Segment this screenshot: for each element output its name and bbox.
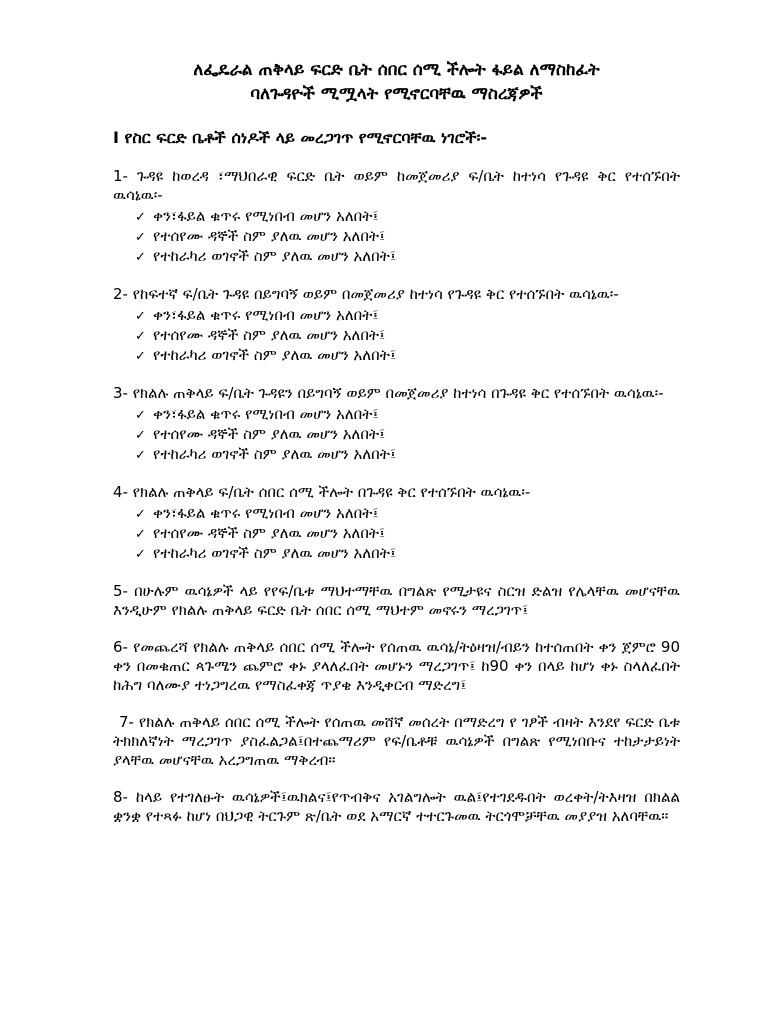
check-mark-icon: ✓ <box>135 507 146 522</box>
check-item <box>135 504 680 524</box>
check-item-text: የተሰየሙ ዳኞች ስም ያለዉ መሆን አለበት፤ <box>153 227 386 245</box>
check-item-text: ቀን፣ፋይል ቁጥሩ የሚነበብ መሆን አለበት፤ <box>153 405 379 423</box>
check-mark-icon: ✓ <box>135 329 146 344</box>
list-item <box>113 483 680 564</box>
check-item-text: ቀን፣ፋይል ቁጥሩ የሚነበብ መሆን አለበት፤ <box>153 207 379 225</box>
item-text: 5- በሁሉም ዉሳኔዎች ላይ የየፍ/ቤቱ ማህተማቸዉ በግልጽ የሚታዩና ስርዝ ድልዝ የሌላቸዉ መሆናቸዉ እንዲሁም የክልሉ ጠቅላይ ፍርድ ቤት ሰበር ሰሚ ማህተም መኖሩን ማረጋገጥ፤ <box>113 582 680 619</box>
check-item <box>135 306 680 326</box>
check-mark-icon: ✓ <box>135 428 146 443</box>
check-item <box>135 346 680 366</box>
check-item <box>135 247 680 267</box>
check-item <box>135 227 680 247</box>
check-item <box>135 425 680 445</box>
check-mark-icon: ✓ <box>135 230 146 245</box>
document-title-line-1: ለፌዴራል ጠቅላይ ፍርድ ቤት ሰበር ሰሚ ችሎት ፋይል ለማስከፈት <box>193 60 600 80</box>
check-item-text: ቀን፣ፋይል ቁጥሩ የሚነበብ መሆን አለበት፤ <box>153 504 379 522</box>
check-list <box>113 207 680 267</box>
check-item <box>135 405 680 425</box>
check-mark-icon: ✓ <box>135 448 146 463</box>
list-item <box>113 788 680 826</box>
check-item-text: የተከራካሪ ወገኖች ስም ያለዉ መሆን አለበት፤ <box>153 346 397 364</box>
check-item-text: የተሰየሙ ዳኞች ስም ያለዉ መሆን አለበት፤ <box>153 326 386 344</box>
item-text: 2- የከፍተኛ ፍ/ቤት ጉዳዩ በይግባኝ ወይም በመጀመሪያ ከተነሳ የጉዳዩ ቅር የተሰኙበት ዉሳኔዉ፡- <box>113 285 619 303</box>
list-item <box>113 713 680 770</box>
list-item <box>113 582 680 620</box>
check-item-text: የተከራካሪ ወገኖች ስም ያለዉ መሆን አለበት፤ <box>153 544 397 562</box>
check-item <box>135 207 680 227</box>
check-item-text: የተሰየሙ ዳኞች ስም ያለዉ መሆን አለበት፤ <box>153 524 386 542</box>
check-item-text: የተሰየሙ ዳኞች ስም ያለዉ መሆን አለበት፤ <box>153 425 386 443</box>
check-item <box>135 544 680 564</box>
check-list <box>113 306 680 366</box>
check-item <box>135 524 680 544</box>
check-mark-icon: ✓ <box>135 408 146 423</box>
list-item <box>113 384 680 465</box>
item-text: 8- ከላይ የተገለፁት ዉሳኔዎች፤ዉክልና፤የጥብቅና አገልግሎት ዉል፤የተገደዱበት ወረቀት/ትእዛዝ በክልል ቋንቋ የተጻፉ ከሆነ በህጋዊ ትርጉም ጽ/ቤት ወደ አማርኛ ተተርጉመዉ ትርጎሞቻቸዉ መያያዝ አለባቸዉ፡፡ <box>113 788 680 825</box>
check-item <box>135 326 680 346</box>
section-heading: I የስር ፍርድ ቤቶች ሰነዶች ላይ መረጋገጥ የሚኖርባቸዉ ነገሮች፡- <box>113 128 488 147</box>
item-text: 3- የክልሉ ጠቅላይ ፍ/ቤት ጉዳዩን በይግባኝ ወይም በመጀመሪያ ከተነሳ በጉዳዩ ቅር የተሰኙበት ዉሳኔዉ፡- <box>113 384 664 402</box>
check-mark-icon: ✓ <box>135 250 146 265</box>
item-text: 7- የክልሉ ጠቅላይ ሰበር ሰሚ ችሎት የሰጠዉ መሸኛ መሰረት በማድረግ የ ገፆች ብዛት እንደየ ፍርድ ቤቱ ትክክለኛነት ማረጋገጥ ያስፈልጋል፤በተጨማሪም የፍ/ቤቶቹ ዉሳኔዎች በግልጽ የሚነበቡና ተከታታይነት ያላቸዉ መሆናቸዉ አረጋግጠዉ ማቅረብ፡፡ <box>113 713 680 769</box>
list-item <box>113 285 680 366</box>
item-text: 4- የክልሉ ጠቅላይ ፍ/ቤት ሰበር ሰሚ ችሎት በጉዳዩ ቅር የተሰኙበት ዉሳኔዉ፡- <box>113 483 531 501</box>
check-item <box>135 445 680 465</box>
document-title-line-2: ባለጉዳዮች ሚሟላት የሚኖርባቸዉ ማስረጃዎች <box>250 84 543 104</box>
check-mark-icon: ✓ <box>135 309 146 324</box>
check-mark-icon: ✓ <box>135 349 146 364</box>
list-item <box>113 167 680 267</box>
check-item-text: የተከራካሪ ወገኖች ስም ያለዉ መሆን አለበት፤ <box>153 445 397 463</box>
check-item-text: ቀን፣ፋይል ቁጥሩ የሚነበብ መሆን አለበት፤ <box>153 306 379 324</box>
check-mark-icon: ✓ <box>135 210 146 225</box>
item-text: 1- ጉዳዩ ከወረዳ ፣ማህበራዊ ፍርድ ቤት ወይም ከመጀመሪያ ፍ/ቤት ከተነሳ የጉዳዩ ቅር የተሰኙበት ዉሳኔዉ፡- <box>113 167 680 204</box>
item-text: 6- የመጨረሻ የክልሉ ጠቅላይ ሰበር ሰሚ ችሎት የሰጠዉ ዉሳኔ/ትዕዛዝ/ብይን ከተሰጠበት ቀን ጀምሮ 90 ቀን በመቁጠር ጳጉሜን ጨምሮ ቀኑ ያላለፈበት መሆኑን ማረጋገጥ፤ ከ90 ቀን በላይ ከሆነ ቀኑ ስላለፈበት ከሕግ ባለሙያ ተነጋግረዉ የማስፈቀጃ ጥያቄ እንዲቀርብ ማድረግ፤ <box>113 638 680 694</box>
check-list <box>113 405 680 465</box>
check-mark-icon: ✓ <box>135 547 146 562</box>
check-mark-icon: ✓ <box>135 527 146 542</box>
requirements-list <box>113 167 680 826</box>
list-item <box>113 638 680 695</box>
check-list <box>113 504 680 564</box>
check-item-text: የተከራካሪ ወገኖች ስም ያለዉ መሆን አለበት፤ <box>153 247 397 265</box>
